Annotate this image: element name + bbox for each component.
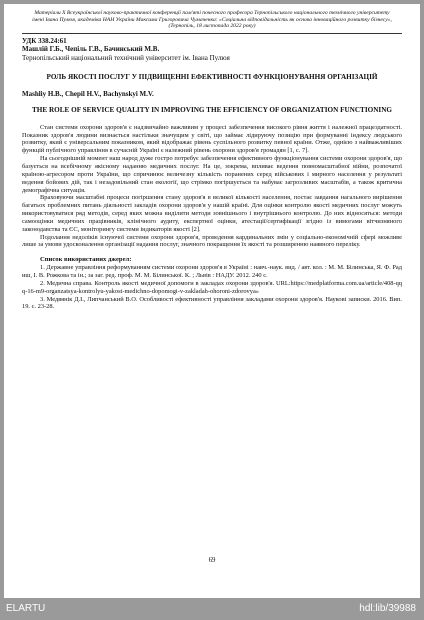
- repository-footer: [0, 600, 424, 620]
- udc-code: УДК 338.24:61: [22, 36, 67, 45]
- article-body: [22, 124, 402, 250]
- article-meta: [22, 37, 402, 63]
- handle-id: hdl:lib/39988: [359, 603, 416, 614]
- reference-item: 3. Медвянік Д.І., Липчанський В.О. Особливості ефективності управління закладами охорони здоров'я. Наукові записки. 2016. Вип. 19. с. 23-28.: [22, 295, 402, 311]
- references-heading: Список використаних джерел:: [40, 256, 132, 264]
- reference-item: 2. Медична справа. Контроль якості медичної допомоги в закладах охорони здоров'я. URL:https://medplatforma.com.ua/article/408-qqq-16-m9-organzatsya-kontrolyu-yakost-medichno-dopomogi-v-zakladah-ohoroni-zdorovya»: [22, 279, 402, 295]
- repository-name: ELARTU: [6, 603, 46, 614]
- title-en: THE ROLE OF SERVICE QUALITY IN IMPROVING THE EFFICIENCY OF ORGANIZATION FUNCTIONING: [31, 106, 393, 115]
- document-page: [4, 4, 420, 598]
- conference-header: Матеріали X Всеукраїнської науково-практичної конференції пам'яті почесного професора Тернопільського національного технічного університету імені Івана Пулюя, академіка НАН України Максима Григоровича Чумаченка: «Соціальна відповідальність як основа інноваційного розвитку бізнесу», (Тернопіль, 18 листопада 2022 року): [22, 10, 402, 34]
- paragraph: Подолання недоліків існуючої системи охорони здоров'я, проведення кардинальних змін у соціально-економічній сфері можливе лише за умови удосконалення організації надання послуг, значного покращення їх якості та розширенню наявного переліку.: [22, 233, 402, 249]
- reference-item: 1. Державне управління реформуванням системи охорони здоров'я в Україні : навч.-наук. вид. / авт. кол. : М. М. Білинська, Я. Ф. Радиш, І. В. Рожкова та ін.; за заг. ред. проф. М. М. Білинської. К. ; Львів : НАДУ. 2012. 240 с.: [22, 264, 402, 280]
- paragraph: Стан системи охорони здоров'я є надзвичайно важливим у процесі забезпечення високого рівня життя і належної працездатності. Показник здоров'я людини визнається настільки значущим у світі, що займає лідируючу позицію при формуванні індексу людського розвитку, який є універсальним показником, який відображає рівень суспільного розвитку певної країни. Отже, однією з найважливіших функцій публічного управління в сучасній Україні є належний рівень охорони здоров'я громадян [1, с. 7].: [22, 123, 402, 155]
- title-ua: РОЛЬ ЯКОСТІ ПОСЛУГ У ПІДВИЩЕННІ ЕФЕКТИВНОСТІ ФУНКЦІОНУВАННЯ ОРГАНІЗАЦІЙ: [46, 72, 378, 81]
- paragraph: Враховуючи масштабні процеси погіршення стану здоров'я в великої кількості населення, постає завдання нагального вирішення багатьох проблемних питань діяльності закладів охорони здоров'я у нашій країні. Для оцінки контролю якості медичних послуг можуть використовуватися ряд методів, серед яких можна виділити методи зовнішнього і внутрішнього контролю. До них відносяться: методи самооцінки медичних працівників, клінічного аудиту, експертної оцінки, атестації/сертифікації згідно із вимогами вітчизняного законодавства та ЄС, моніторингу системи індикаторів якості [2].: [22, 194, 402, 233]
- page-number: 69: [208, 557, 216, 564]
- authors-ua: Машлій Г.Б., Чепіль Г.В., Бачинський М.В.: [22, 45, 160, 54]
- authors-en: Mashliy H.B., Chepil H.V., Bachynskyi M.V.: [22, 90, 154, 99]
- affiliation: Тернопільський національний технічний університет ім. Івана Пулюя: [22, 53, 230, 62]
- paragraph: На сьогоднішній момент наш народ дуже гостро потребує забезпечення ефективного функціонування системи охорони здоров'я, що базується на всебічному якісному наданню медичних послуг. На це, зокрема, впливає ведення повномасштабної війни, розпочатої країною-агресором проти України, що спричинює величезну кількість поранених серед військових і мирного населення у результаті ведення бойових дій, так і незадовільний стан екології, що стрімко погіршується та набуває загрозливих масштабів, а також критична демографічна ситуація.: [22, 155, 402, 194]
